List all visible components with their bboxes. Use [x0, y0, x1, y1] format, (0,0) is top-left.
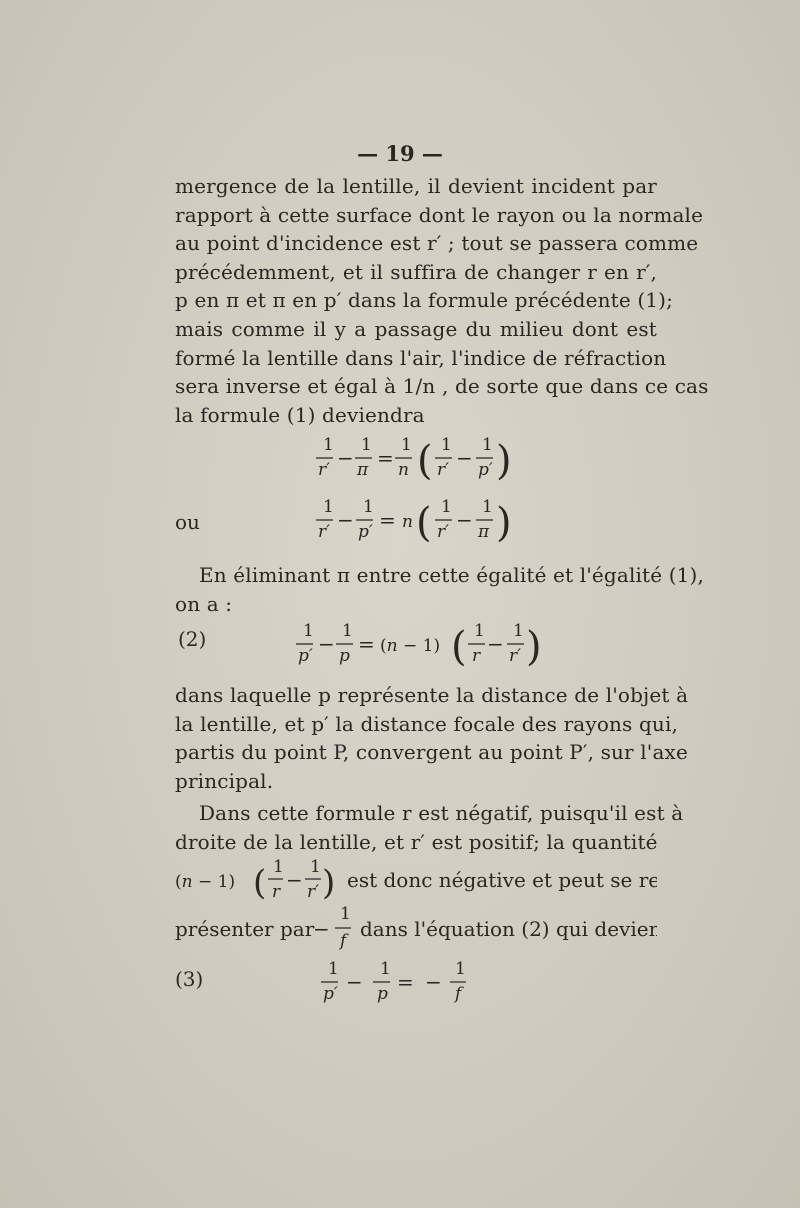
svg-text:p′: p′ — [298, 646, 313, 666]
svg-text:(: ( — [253, 863, 267, 903]
svg-text:(: ( — [416, 500, 432, 546]
inline-formula-line-2 — [175, 903, 657, 953]
svg-text:1: 1 — [513, 621, 524, 641]
text-line: la formule (1) deviendra — [175, 402, 425, 427]
svg-text:p′: p′ — [358, 522, 373, 542]
svg-text:=: = — [379, 508, 396, 532]
equation-a-graphic — [0, 432, 800, 492]
equation-3-tag: (3) — [175, 967, 204, 991]
svg-text:(n − 1): (n − 1) — [380, 636, 441, 656]
svg-text:−: − — [337, 508, 354, 532]
svg-text:−: − — [318, 632, 335, 656]
svg-text:dans l'équation (2) qui devien: dans l'équation (2) qui devient : — [360, 917, 657, 941]
paragraph-3 — [175, 681, 689, 795]
svg-text:r′: r′ — [437, 460, 449, 480]
svg-text:r: r — [472, 646, 481, 666]
text-line: précédemment, et il suffira de changer r en r′, — [175, 259, 657, 284]
svg-text:1: 1 — [441, 497, 452, 517]
svg-text:f: f — [455, 984, 462, 1004]
svg-text:1: 1 — [441, 435, 452, 455]
svg-text:r′: r′ — [307, 882, 319, 902]
svg-text:1: 1 — [363, 497, 374, 517]
text-line: la lentille, et p′ la distance focale des rayons qui, — [175, 711, 679, 736]
svg-text:1: 1 — [474, 621, 485, 641]
svg-text:−: − — [456, 446, 473, 470]
text-line: partis du point P, convergent au point P′, sur l'axe — [175, 740, 688, 765]
svg-text:est donc négative et peut se r: est donc négative et peut se re- — [347, 868, 657, 892]
svg-text:1: 1 — [303, 621, 314, 641]
svg-text:p′: p′ — [478, 460, 493, 480]
svg-text:−: − — [313, 917, 330, 941]
text-line: rapport à cette surface dont le rayon ou la normale — [175, 202, 704, 227]
svg-text:(n − 1): (n − 1) — [175, 872, 236, 892]
svg-text:−: − — [286, 868, 303, 892]
svg-text:(: ( — [451, 624, 467, 670]
text-line: mergence de la lentille, il devient incident par — [175, 174, 657, 198]
svg-text:1: 1 — [323, 497, 334, 517]
svg-text:p: p — [339, 646, 350, 666]
inline-formula-line — [175, 856, 657, 906]
paragraph-2 — [175, 561, 705, 618]
text-line: dans laquelle p représente la distance de l'objet à — [175, 683, 689, 707]
svg-text:1: 1 — [380, 959, 391, 979]
svg-text:(: ( — [417, 438, 433, 484]
svg-text:1: 1 — [482, 435, 493, 455]
eq-a-numerator: 1 — [323, 435, 334, 455]
paragraph-4 — [175, 799, 684, 858]
svg-text:−: − — [346, 970, 363, 994]
svg-text:1: 1 — [455, 959, 466, 979]
equation-a — [0, 432, 800, 492]
text-line: sera inverse et égal à 1/n , de sorte que dans ce cas — [175, 374, 709, 399]
svg-text:n: n — [402, 512, 413, 532]
inline-formula-2-graphic — [175, 903, 657, 953]
svg-text:π: π — [478, 522, 490, 542]
svg-text:r: r — [272, 882, 281, 902]
svg-text:r′: r′ — [318, 522, 330, 542]
svg-text:1: 1 — [328, 959, 339, 979]
svg-text:r′: r′ — [437, 522, 449, 542]
text-line: droite de la lentille, et r′ est positif; la quantité — [175, 829, 658, 854]
svg-text:=: = — [397, 970, 414, 994]
svg-text:−: − — [487, 632, 504, 656]
equation-3 — [0, 956, 800, 1016]
text-line: au point d'incidence est r′ ; tout se passera comme — [175, 231, 699, 256]
svg-text:1: 1 — [340, 904, 351, 924]
equation-2-graphic — [0, 618, 800, 678]
equation-2 — [0, 618, 800, 678]
svg-text:1: 1 — [273, 857, 284, 877]
text-line: principal. — [175, 768, 274, 793]
svg-text:p: p — [377, 984, 388, 1004]
page-number: — 19 — — [357, 141, 443, 166]
svg-text:présenter par: présenter par — [175, 917, 315, 941]
svg-text:f: f — [340, 931, 347, 951]
ou-label: ou — [175, 510, 200, 534]
svg-text:1: 1 — [342, 621, 353, 641]
svg-text:=: = — [358, 632, 375, 656]
text-line: on a : — [175, 591, 233, 616]
equation-3-graphic — [0, 956, 800, 1016]
eq-a-denominator: r′ — [318, 460, 330, 480]
svg-text:): ) — [496, 438, 512, 484]
svg-text:1: 1 — [482, 497, 493, 517]
text-line: En éliminant π entre cette égalité et l'égalité (1), — [199, 563, 705, 587]
svg-text:): ) — [322, 863, 336, 903]
svg-text:−: − — [425, 970, 442, 994]
text-line: mais comme il y a passage du milieu dont est — [175, 316, 657, 341]
svg-text:−: − — [456, 508, 473, 532]
svg-text:1: 1 — [401, 435, 412, 455]
svg-text:): ) — [526, 624, 542, 670]
text-line: formé la lentille dans l'air, l'indice de réfraction — [175, 345, 667, 370]
text-line: Dans cette formule r est négatif, puisqu'il est à — [199, 801, 684, 825]
svg-text:1: 1 — [310, 857, 321, 877]
svg-text:−: − — [337, 446, 354, 470]
svg-text:1: 1 — [361, 435, 372, 455]
inline-formula-graphic — [175, 856, 657, 906]
svg-text:p′: p′ — [323, 984, 338, 1004]
svg-text:r′: r′ — [509, 646, 521, 666]
equation-b-graphic — [0, 494, 800, 554]
svg-text:): ) — [496, 500, 512, 546]
svg-text:π: π — [357, 460, 369, 480]
paragraph-1 — [175, 172, 709, 429]
equation-2-tag: (2) — [178, 627, 207, 651]
svg-text:n: n — [398, 460, 409, 480]
equation-b — [0, 494, 800, 554]
svg-text:=: = — [377, 446, 394, 470]
text-line: p en π et π en p′ dans la formule précédente (1); — [175, 288, 673, 313]
